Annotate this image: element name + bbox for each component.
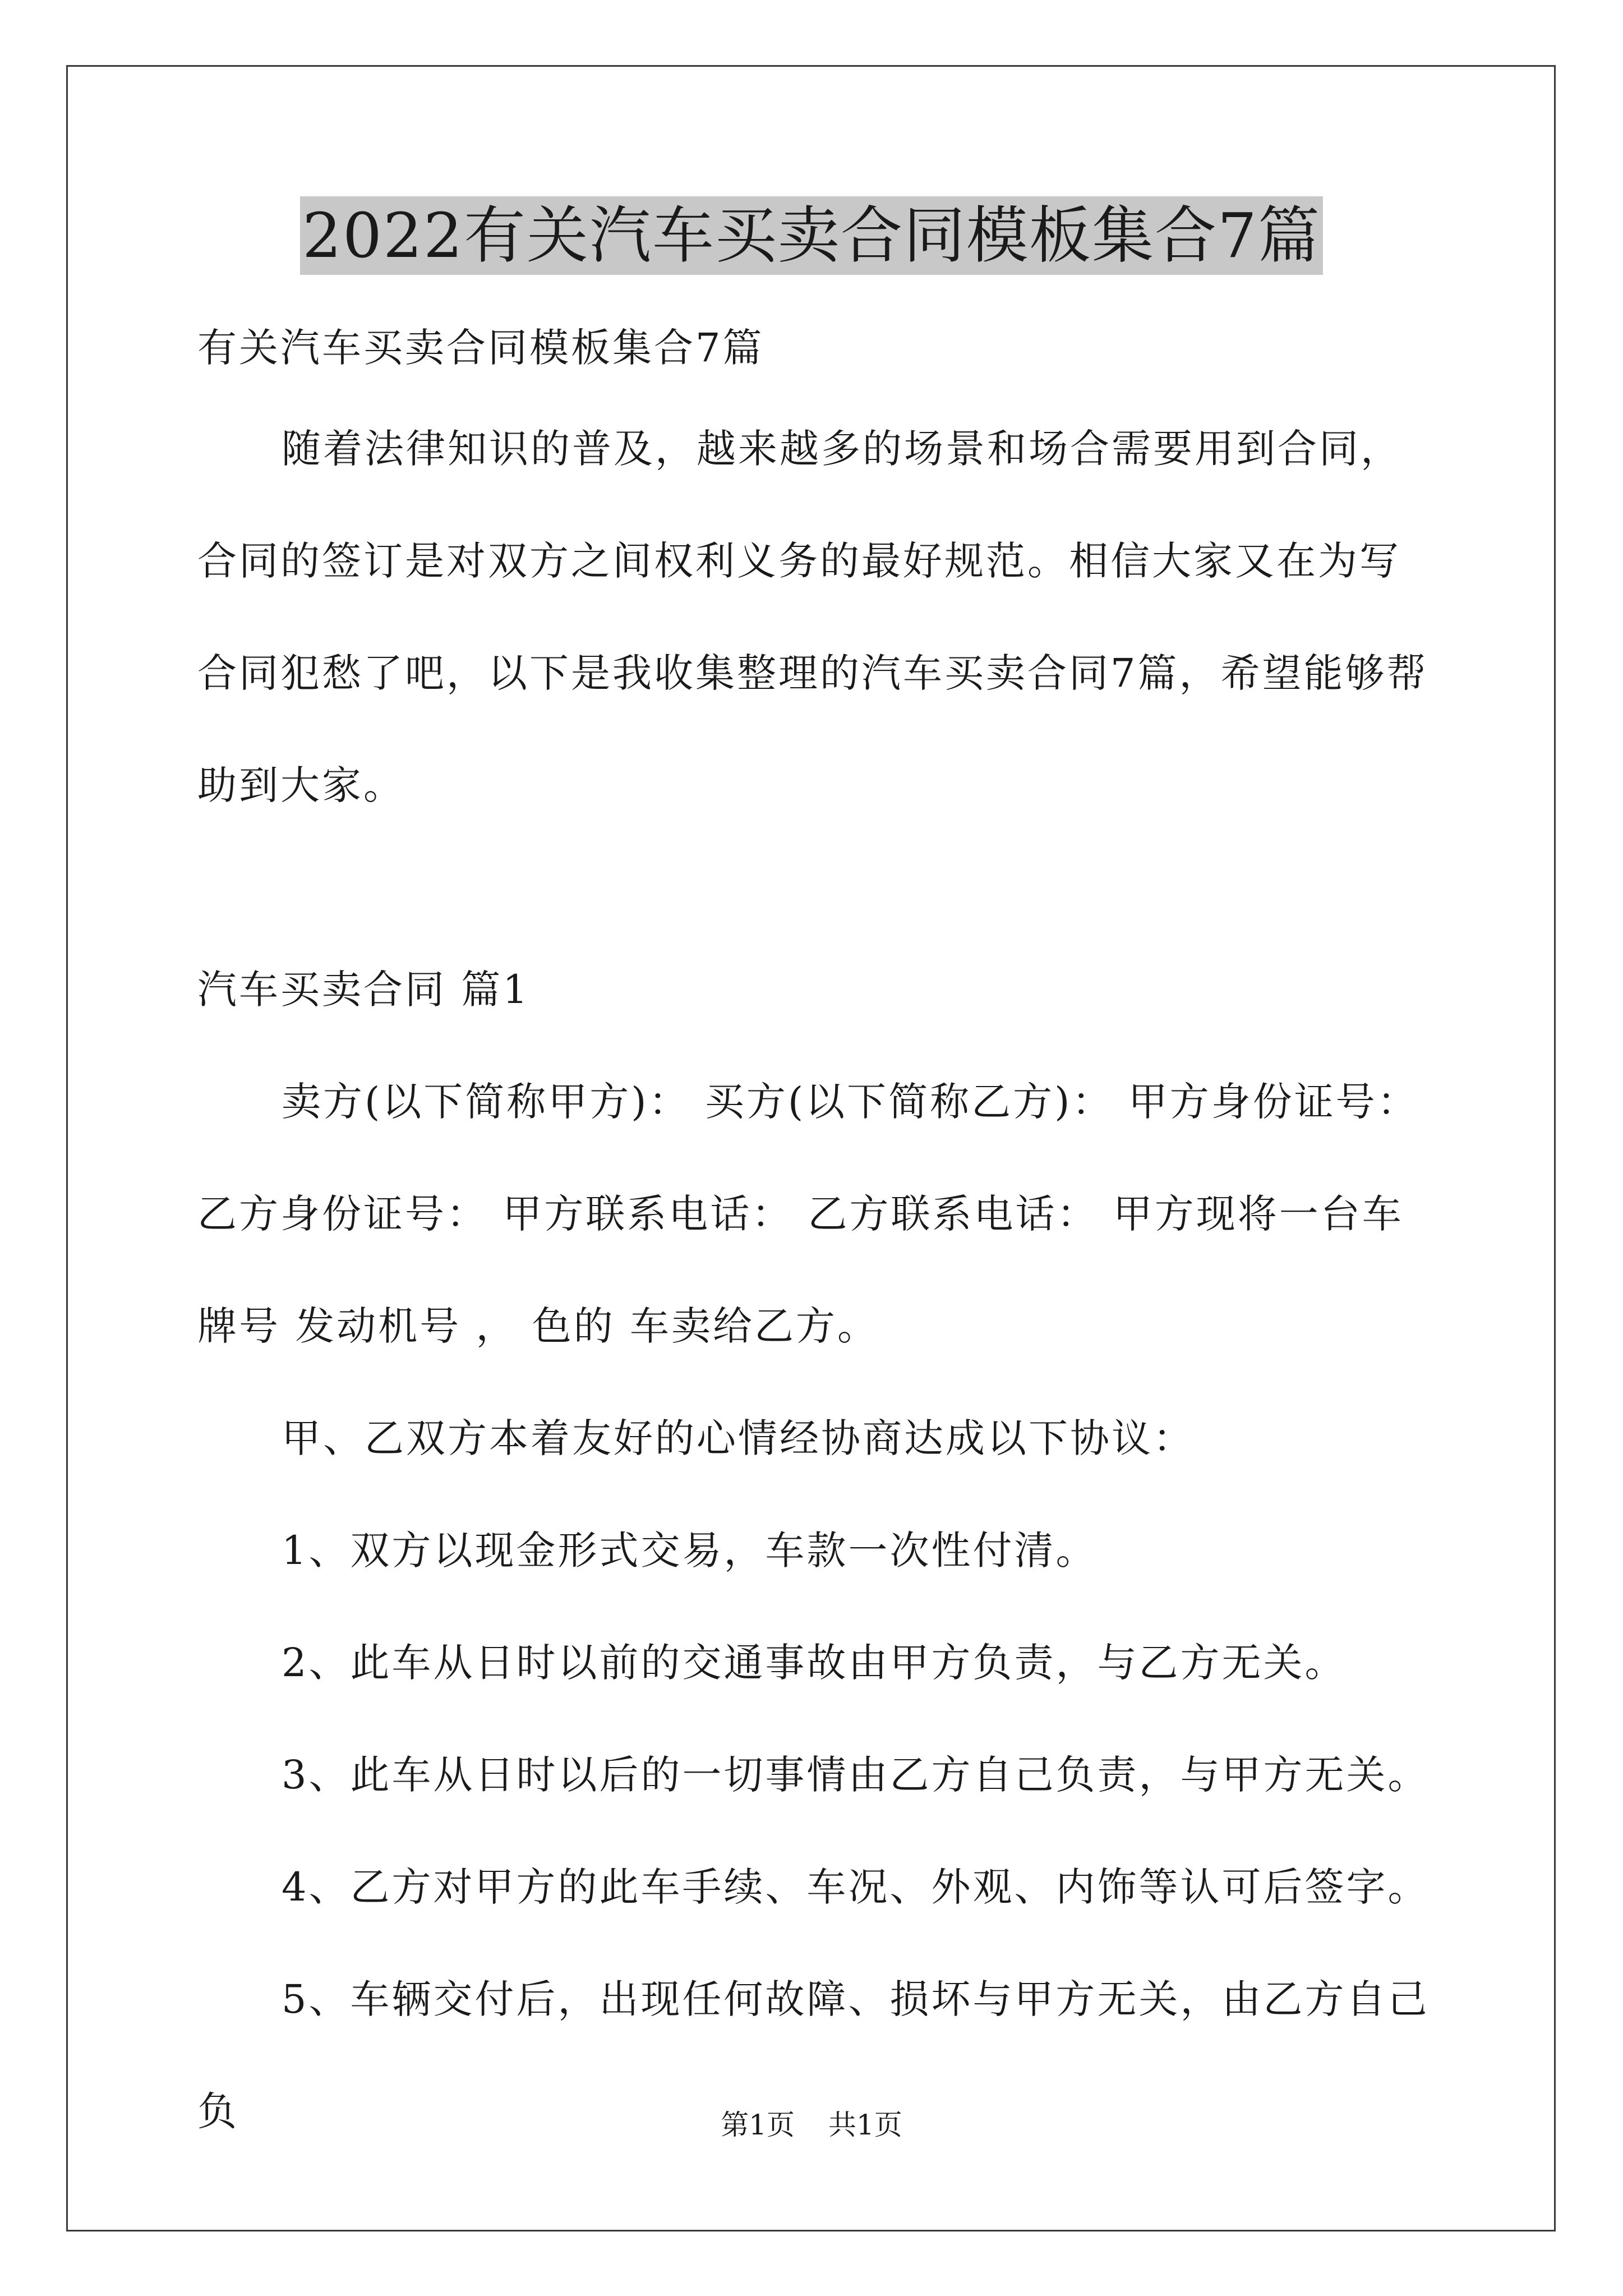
- clause-1: 1、双方以现金形式交易，车款一次性付清。: [282, 1527, 1098, 1573]
- clause-5: 5、车辆交付后，出现任何故障、损坏与甲方无关，由乙方自己负: [197, 1976, 1430, 2134]
- title-container: [0, 196, 1623, 275]
- section-heading: 汽车买卖合同 篇1: [197, 967, 530, 1013]
- document-subtitle: 有关汽车买卖合同模板集合7篇: [197, 325, 764, 371]
- page-footer: [0, 2108, 1623, 2142]
- page-number-total: 共1页: [828, 2109, 902, 2141]
- intro-paragraph: 随着法律知识的普及，越来越多的场景和场合需要用到合同，合同的签订是对双方之间权利义务的最好规范。相信大家又在为写合同犯愁了吧，以下是我收集整理的汽车买卖合同7篇，希望能够帮助到大家。: [197, 426, 1428, 808]
- clause-2: 2、此车从日时以前的交通事故由甲方负责，与乙方无关。: [282, 1640, 1347, 1686]
- agreement-intro-paragraph: 甲、乙双方本着友好的心情经协商达成以下协议：: [282, 1415, 1195, 1461]
- page-number-current: 第1页: [721, 2109, 795, 2141]
- document-body: [197, 297, 1437, 2168]
- clause-4: 4、乙方对甲方的此车手续、车况、外观、内饰等认可后签字。: [282, 1864, 1430, 1910]
- document-title: 2022有关汽车买卖合同模板集合7篇: [300, 196, 1323, 275]
- contract-parties-paragraph: 卖方(以下简称甲方)： 买方(以下简称乙方)： 甲方身份证号：乙方身份证号： 甲方联系电话： 乙方联系电话： 甲方现将一台车牌号 发动机号 ， 色的 车卖给乙方。: [197, 1079, 1419, 1349]
- clause-3: 3、此车从日时以后的一切事情由乙方自己负责，与甲方无关。: [282, 1752, 1430, 1798]
